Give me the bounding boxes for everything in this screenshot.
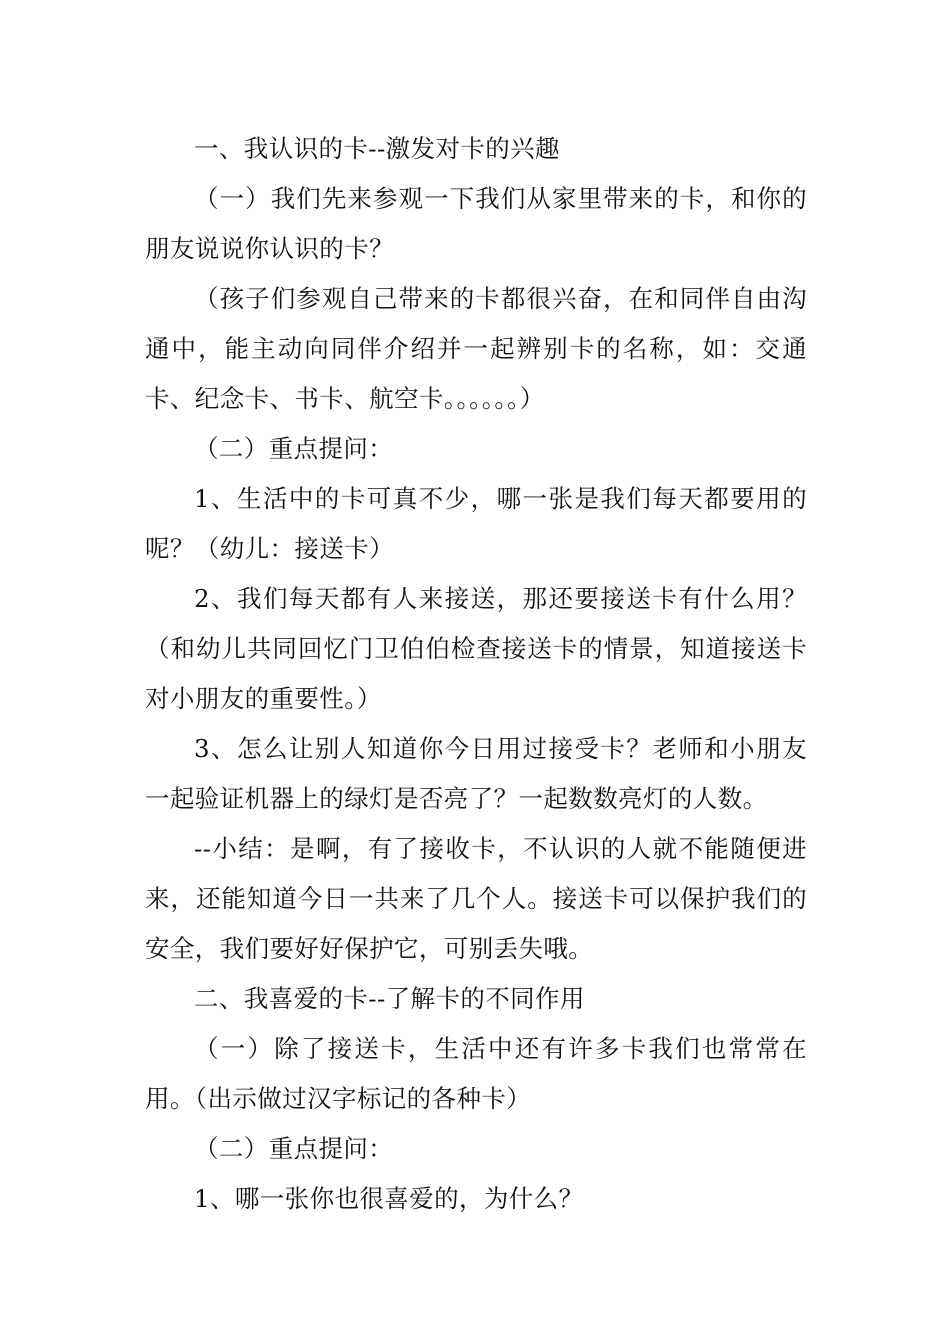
document-body [145,124,807,1224]
paragraph: （一）除了接送卡，生活中还有许多卡我们也常常在用。（出示做过汉字标记的各种卡） [145,1034,807,1113]
list-item: 2、我们每天都有人来接送，那还要接送卡有什么用？（和幼儿共同回忆门卫伯伯检查接送卡的情景，知道接送卡对小朋友的重要性。） [145,584,807,713]
list-item: 1、哪一张你也很喜爱的，为什么？ [194,1184,584,1213]
section-heading-2: 二、我喜爱的卡--了解卡的不同作用 [194,984,585,1013]
paragraph: （一）我们先来参观一下我们从家里带来的卡，和你的朋友说说你认识的卡？ [145,184,807,263]
paragraph: （孩子们参观自己带来的卡都很兴奋，在和同伴自由沟通中，能主动向同伴介绍并一起辨别卡的名称，如：交通卡、纪念卡、书卡、航空卡。。。。。。） [145,284,807,413]
list-item: 1、生活中的卡可真不少，哪一张是我们每天都要用的呢？（幼儿：接送卡） [145,484,807,563]
list-item: 3、怎么让别人知道你今日用过接受卡？老师和小朋友一起验证机器上的绿灯是否亮了？一起数数亮灯的人数。 [145,734,807,813]
summary-paragraph: --小结：是啊，有了接收卡，不认识的人就不能随便进来，还能知道今日一共来了几个人。接送卡可以保护我们的安全，我们要好好保护它，可别丢失哦。 [145,834,807,963]
section-heading-1: 一、我认识的卡--激发对卡的兴趣 [194,134,560,163]
subheading: （二）重点提问： [194,1134,394,1163]
subheading: （二）重点提问： [194,434,394,463]
